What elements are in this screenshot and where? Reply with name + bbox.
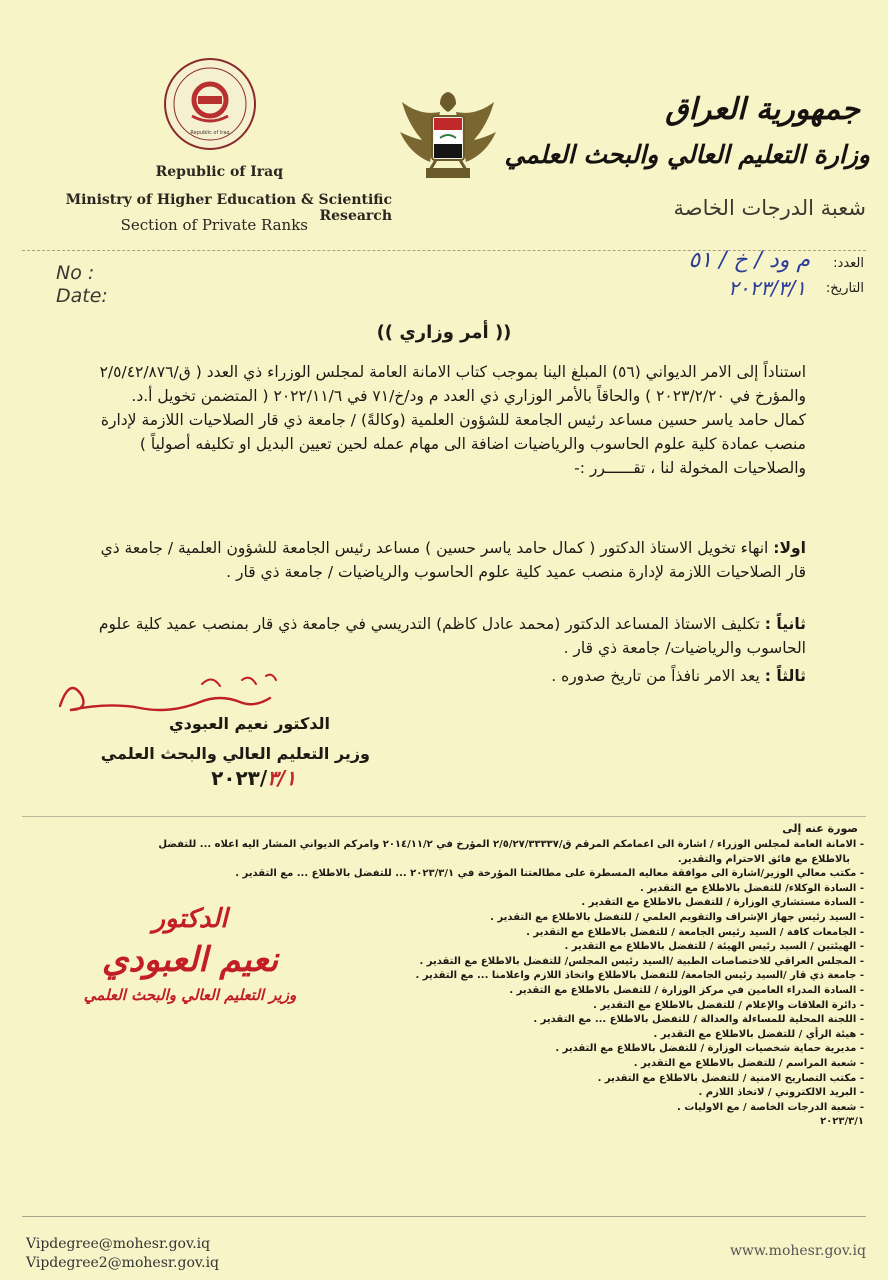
handwritten-signature [52, 666, 292, 720]
list-item: - الامانة العامة لمجلس الوزراء / اشارة الى اعمامكم المرقم ق/٢/٥/٢٧/٣٣٣٣٧ المؤرخ في ٢٠١٤/١١/٢ وامركم الديواني المشار اليه اعلاه ... للتفضل [158, 839, 864, 850]
header-ar-ministry: وزارة التعليم العالي والبحث العلمي [504, 140, 870, 169]
ar-date-label: التاريخ: [825, 281, 864, 296]
list-item: - الجامعات كافة / السيد رئيس الجامعة / للتفضل بالاطلاع مع التقدير . [526, 926, 864, 938]
list-item: - السيد رئيس جهاز الإشراف والتقويم العلمي / للتفضل بالاطلاع مع التقدير . [490, 911, 864, 923]
list-item: - السادة المدراء العامين في مركز الوزارة / للتفضل بالاطلاع مع التقدير . [509, 984, 864, 996]
ar-number-label: العدد: [833, 256, 864, 271]
list-item: - الهيئتين / السيد رئيس الهيئة / للتفضل بالاطلاع مع التقدير . [564, 941, 864, 953]
item-second-lead: ثانياً : [764, 615, 806, 633]
footer-divider [22, 1216, 866, 1217]
list-item: - مديرية حماية شخصيات الوزارة / للتفضل بالاطلاع مع التقدير . [555, 1043, 864, 1055]
list-item: - شعبة المراسم / للتفضل بالاطلاع مع التقدير . [633, 1057, 864, 1069]
list-item: - هيئة الرأي / للتفضل بالاطلاع مع التقدير . [653, 1028, 864, 1040]
order-item-first [96, 536, 806, 584]
copies-heading: صورة عنه إلى [782, 822, 858, 835]
signature-date-printed: ٢٠٢٣/ [211, 766, 268, 790]
list-item: - مكتب معالي الوزير/اشارة الى موافقة معاليه المسطرة على مطالعتنا المؤرخة في ٢٠٢٣/٣/١ ... للتفضل بالاطلاع ... مع التقدير . [235, 868, 864, 880]
list-item: - جامعة ذي قار /السيد رئيس الجامعة/ للتفضل بالاطلاع واتخاذ اللازم واعلامنا ... مع التقدير . [415, 970, 864, 982]
header-en-republic: Republic of Iraq [155, 164, 283, 180]
list-item: - السادة الوكلاء/ للتفضل بالاطلاع مع التقدير . [639, 882, 864, 894]
red-signature-stamp [40, 904, 340, 1004]
header-ar-section: شعبة الدرجات الخاصة [673, 196, 866, 220]
order-title: (( أمر وزاري )) [376, 322, 512, 343]
list-item: - شعبة الدرجات الخاصة / مع الاوليات . [677, 1101, 864, 1113]
item-second-text: تكليف الاستاذ المساعد الدكتور (محمد عادل كاظم) التدريسي في جامعة ذي قار بمنصب عميد كلية علوم الحاسوب والرياضيات/ جامعة ذي قار . [98, 615, 806, 657]
stamp-line-title: الدكتور [152, 904, 228, 934]
list-item: - اللجنة المحلية للمساءلة والعدالة / للتفضل بالاطلاع ... مع التقدير . [533, 1014, 864, 1026]
footer-email-primary[interactable]: Vipdegree@mohesr.gov.iq [26, 1236, 211, 1252]
footer-email-secondary[interactable]: Vipdegree2@mohesr.gov.iq [26, 1255, 220, 1271]
header-ar-republic: جمهورية العراق [665, 92, 860, 127]
item-first-lead: اولا: [773, 539, 806, 557]
item-third-lead: ثالثاً : [764, 667, 806, 685]
header-en-ministry: Ministry of Higher Education & Scientific Research [65, 192, 392, 224]
en-date-label: Date: [56, 285, 108, 307]
ministry-seal-logo [162, 56, 258, 152]
list-item: - دائرة العلاقات والإعلام / للتفضل بالاطلاع مع التقدير . [593, 999, 864, 1011]
signatory-name: الدكتور نعيم العبودي [168, 714, 330, 733]
list-item: - المجلس العراقي للاختصاصات الطبية /السيد رئيس المجلس/ للتفضل بالاطلاع مع التقدير . [419, 955, 864, 967]
list-item: - مكتب التصاريح الامنية / للتفضل بالاطلاع مع التقدير . [597, 1072, 864, 1084]
svg-text:Republic of Iraq: Republic of Iraq [190, 130, 230, 136]
header-en-section: Section of Private Ranks [120, 216, 308, 234]
item-third-text: يعد الامر نافذاً من تاريخ صدوره . [551, 667, 765, 685]
signature-date [211, 766, 296, 790]
list-item: - البريد الالكتروني / لاتخاذ اللازم . [698, 1087, 864, 1099]
handwritten-number: م ود / خ / ٥١ [688, 248, 810, 273]
order-intro-paragraph: استناداً إلى الامر الديواني (٥٦) المبلغ الينا بموجب كتاب الامانة العامة لمجلس الوزراء ذي العدد ( ق/٢/٥/٤٢/٨٧٦ والمؤرخ في ٢٠٢٣/٢/٢٠ ) والحاقاً بالأمر الوزاري ذي العدد م ود/خ/٧١ في ٢٠٢٢/١١/٦ ( المتضمن تخويل أ.د. كمال حامد ياسر حسين مساعد رئيس الجامعة للشؤون العلمية (وكالةً) / جامعة ذي قار الصلاحيات اللازمة لإدارة منصب عمادة كلية علوم الحاسوب والرياضيات اضافة الى مهام عمله لحين تعيين البديل او تكليفه أصولياً ) والصلاحيات المخولة لنا ، تقــــــرر :- [99, 363, 806, 477]
list-item: ٢٠٢٣/٣/١ [820, 1116, 864, 1128]
iraq-eagle-emblem-icon [396, 86, 500, 194]
list-item: - السادة مستشاري الوزارة / للتفضل بالاطلاع مع التقدير . [581, 897, 864, 909]
list-item: بالاطلاع مع فائق الاحترام والتقدير. [677, 853, 850, 865]
en-number-label: No : [56, 262, 95, 284]
handwritten-date: ٢٠٢٣/٣/١ [728, 276, 806, 300]
footer-website-link[interactable]: www.mohesr.gov.iq [729, 1243, 866, 1259]
item-first-text: انهاء تخويل الاستاذ الدكتور ( كمال حامد ياسر حسين ) مساعد رئيس الجامعة للشؤون العلمية / جامعة ذي قار الصلاحيات اللازمة لإدارة منصب عميد كلية علوم الحاسوب والرياضيات / جامعة ذي قار . [100, 539, 806, 581]
stamp-line-name: نعيم العبودي [101, 940, 279, 980]
signatory-title: وزير التعليم العالي والبحث العلمي [100, 744, 370, 763]
copies-divider [22, 816, 866, 817]
stamp-line-position: وزير التعليم العالي والبحث العلمي [83, 986, 297, 1004]
signature-date-handwritten: ٣/١ [267, 766, 296, 790]
order-item-second [96, 612, 806, 660]
